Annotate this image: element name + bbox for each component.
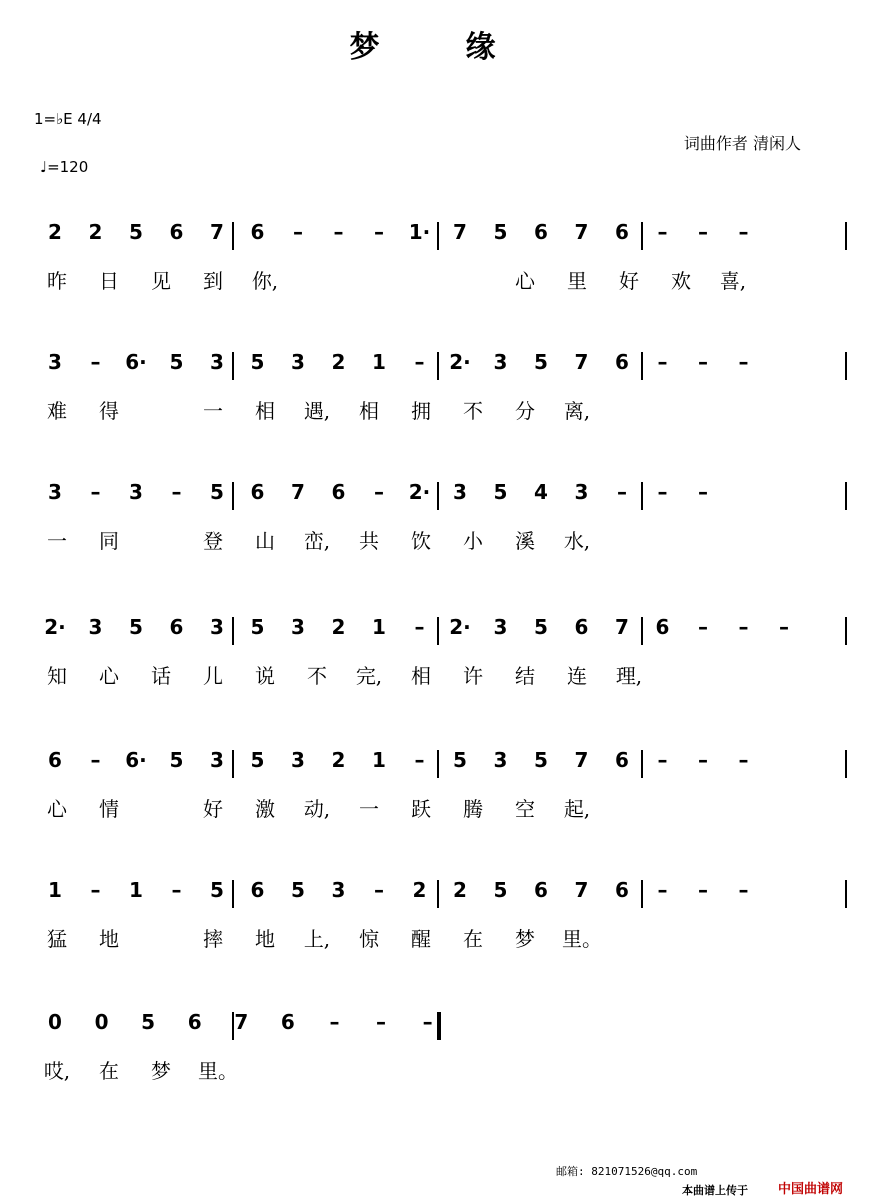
note: 3 xyxy=(291,748,305,772)
note: 5 xyxy=(453,748,467,772)
note: 5 xyxy=(250,748,265,772)
lyric-char: 遇, xyxy=(303,399,331,423)
barline xyxy=(232,1012,234,1040)
note: 2· xyxy=(449,350,471,374)
note: 2· xyxy=(44,615,66,639)
note: 7 xyxy=(615,615,629,639)
lyric-char: 说 xyxy=(255,664,275,688)
barline xyxy=(232,482,234,510)
note: 3 xyxy=(291,615,305,639)
lyric-char: 猛 xyxy=(47,927,67,951)
note: 3 xyxy=(331,878,346,902)
note: 1 xyxy=(372,350,386,374)
score-line xyxy=(0,868,873,988)
barline xyxy=(845,617,847,645)
lyric-char: 情 xyxy=(99,797,119,821)
lyric-char: 分 xyxy=(515,399,535,423)
note: 7 xyxy=(574,220,589,244)
lyric-char: 心 xyxy=(47,797,67,821)
note: 3 xyxy=(210,350,224,374)
lyric-char: 空 xyxy=(515,797,535,821)
note: 2 xyxy=(331,615,346,639)
note: 3 xyxy=(88,615,103,639)
score-line xyxy=(0,605,873,725)
lyric-char: 结 xyxy=(515,664,535,688)
note: 6 xyxy=(615,350,629,374)
lyric-char: 起, xyxy=(563,797,591,821)
lyric-char: 峦, xyxy=(303,529,331,553)
note: 3 xyxy=(493,615,508,639)
note: – xyxy=(293,220,303,244)
note: 5 xyxy=(129,615,143,639)
barline xyxy=(232,617,234,645)
note: 7 xyxy=(574,350,589,374)
note: – xyxy=(657,350,668,374)
lyric-char: 儿 xyxy=(203,664,223,688)
note: – xyxy=(738,878,749,902)
note: 0 xyxy=(94,1010,109,1034)
lyric-char: 许 xyxy=(463,664,483,688)
lyric-char: 山 xyxy=(255,529,275,553)
lyric-char: 动, xyxy=(303,797,331,821)
note: – xyxy=(698,480,708,504)
note: 5 xyxy=(493,878,508,902)
lyric-char: 不 xyxy=(307,664,327,688)
note: 6· xyxy=(125,748,147,772)
note: 7 xyxy=(574,878,589,902)
note: – xyxy=(698,878,708,902)
barline xyxy=(641,617,643,645)
note: – xyxy=(374,878,384,902)
barline xyxy=(845,482,847,510)
lyric-char: 一 xyxy=(47,529,67,553)
note: – xyxy=(374,220,384,244)
barline xyxy=(845,222,847,250)
note: 6· xyxy=(125,350,147,374)
barline xyxy=(437,880,439,908)
note: 6 xyxy=(280,1010,295,1034)
lyric-char: 喜, xyxy=(719,269,747,293)
note: 1 xyxy=(48,878,62,902)
note: 7 xyxy=(291,480,305,504)
note: 0 xyxy=(48,1010,62,1034)
note: 2 xyxy=(412,878,427,902)
note: – xyxy=(617,480,627,504)
note: – xyxy=(90,748,101,772)
lyric-char: 同 xyxy=(99,529,119,553)
note: – xyxy=(376,1010,387,1034)
lyric-char: 腾 xyxy=(463,797,483,821)
note: 5 xyxy=(169,350,184,374)
note: – xyxy=(422,1010,433,1034)
note: 1 xyxy=(129,878,143,902)
lyric-char: 话 xyxy=(151,664,171,688)
lyric-char: 完, xyxy=(355,664,383,688)
barline xyxy=(845,352,847,380)
lyric-char: 地 xyxy=(255,927,275,951)
note: 5 xyxy=(493,480,508,504)
note: 7 xyxy=(210,220,224,244)
note: 6 xyxy=(169,220,184,244)
note: 2· xyxy=(449,615,471,639)
lyric-char: 小 xyxy=(463,529,483,553)
lyric-char: 欢 xyxy=(671,269,691,293)
note: 6 xyxy=(250,480,265,504)
score-line xyxy=(0,340,873,460)
barline xyxy=(437,750,439,778)
note: 6 xyxy=(655,615,670,639)
note: 3 xyxy=(493,350,508,374)
lyric-char: 难 xyxy=(47,399,67,423)
lyric-char: 不 xyxy=(463,399,483,423)
note: 5 xyxy=(250,350,265,374)
tempo-marking: ♩=120 xyxy=(40,158,89,176)
note: 6 xyxy=(169,615,184,639)
note: 3 xyxy=(210,615,224,639)
note: – xyxy=(698,350,708,374)
note: 6 xyxy=(615,220,629,244)
page-title: 梦 缘 xyxy=(349,30,524,65)
note: 1 xyxy=(372,615,386,639)
score-line xyxy=(0,470,873,590)
lyric-char: 得 xyxy=(99,399,119,423)
lyric-char: 激 xyxy=(255,797,275,821)
note: – xyxy=(738,748,749,772)
lyric-char: 到 xyxy=(203,269,223,293)
note: 2 xyxy=(331,748,346,772)
note: 3 xyxy=(48,480,62,504)
author-credit: 词曲作者 清闲人 xyxy=(683,134,801,153)
note: 3 xyxy=(210,748,224,772)
lyric-char: 相 xyxy=(255,399,275,423)
lyric-char: 梦 xyxy=(515,927,535,951)
barline xyxy=(437,482,439,510)
lyric-char: 地 xyxy=(99,927,119,951)
note: 1· xyxy=(408,220,431,244)
lyric-char: 里。 xyxy=(562,927,602,951)
note: 5 xyxy=(169,748,184,772)
note: 2 xyxy=(453,878,467,902)
lyric-char: 水, xyxy=(563,529,591,553)
note: – xyxy=(698,615,708,639)
lyric-char: 溪 xyxy=(515,529,535,553)
lyric-char: 摔 xyxy=(203,927,223,951)
note: – xyxy=(374,480,384,504)
lyric-char: 连 xyxy=(567,664,587,688)
lyric-char: 昨 xyxy=(47,269,67,293)
barline xyxy=(641,880,643,908)
note: – xyxy=(657,480,668,504)
note: – xyxy=(738,350,749,374)
note: 2· xyxy=(408,480,431,504)
lyric-char: 知 xyxy=(47,664,67,688)
note: – xyxy=(779,615,789,639)
barline xyxy=(437,222,439,250)
lyric-char: 心 xyxy=(99,664,119,688)
barline xyxy=(232,352,234,380)
note: 6 xyxy=(615,748,629,772)
note: – xyxy=(738,615,749,639)
lyric-char: 登 xyxy=(203,529,223,553)
note: 2 xyxy=(48,220,62,244)
lyric-char: 日 xyxy=(99,269,119,293)
note: 3 xyxy=(453,480,467,504)
lyric-char: 共 xyxy=(359,529,379,553)
note: 5 xyxy=(210,480,224,504)
lyric-char: 一 xyxy=(203,399,223,423)
note: 2 xyxy=(331,350,346,374)
lyric-char: 梦 xyxy=(151,1059,171,1083)
note: 5 xyxy=(534,615,548,639)
note: – xyxy=(657,220,668,244)
lyric-char: 拥 xyxy=(411,399,431,423)
note: 7 xyxy=(574,748,589,772)
barline xyxy=(845,880,847,908)
note: – xyxy=(414,350,425,374)
note: 7 xyxy=(453,220,467,244)
lyric-char: 惊 xyxy=(359,927,379,951)
note: – xyxy=(90,350,101,374)
lyric-char: 上, xyxy=(303,927,331,951)
lyric-char: 里。 xyxy=(198,1059,238,1083)
note: 5 xyxy=(129,220,143,244)
note: 7 xyxy=(234,1010,249,1034)
barline xyxy=(845,750,847,778)
lyric-char: 饮 xyxy=(411,529,431,553)
lyric-char: 相 xyxy=(359,399,379,423)
note: – xyxy=(738,220,749,244)
lyric-char: 在 xyxy=(99,1059,119,1083)
site-logo: 中国曲谱网 xyxy=(778,1182,844,1197)
note: 6 xyxy=(48,748,62,772)
note: – xyxy=(171,480,182,504)
lyric-char: 在 xyxy=(463,927,483,951)
barline xyxy=(641,482,643,510)
lyric-char: 好 xyxy=(619,269,639,293)
barline xyxy=(232,750,234,778)
footer-email: 邮箱: 821071526@qq.com xyxy=(556,1165,698,1178)
lyric-char: 离, xyxy=(563,399,591,423)
note: 6 xyxy=(615,878,629,902)
lyric-char: 好 xyxy=(203,797,223,821)
score-line xyxy=(0,210,873,330)
lyric-char: 里 xyxy=(567,269,587,293)
note: – xyxy=(698,748,708,772)
note: 6 xyxy=(534,878,548,902)
note: 3 xyxy=(493,748,508,772)
note: 4 xyxy=(534,480,548,504)
note: 5 xyxy=(210,878,224,902)
note: – xyxy=(171,878,182,902)
barline xyxy=(232,222,234,250)
barline xyxy=(232,880,234,908)
note: – xyxy=(657,878,668,902)
note: 5 xyxy=(493,220,508,244)
note: 5 xyxy=(141,1010,156,1034)
note: – xyxy=(90,480,101,504)
note: 3 xyxy=(48,350,62,374)
barline xyxy=(641,222,643,250)
note: 5 xyxy=(291,878,305,902)
note: – xyxy=(333,220,344,244)
note: – xyxy=(414,748,425,772)
lyric-char: 跃 xyxy=(411,797,431,821)
barline xyxy=(437,1012,441,1040)
note: 5 xyxy=(250,615,265,639)
barline xyxy=(641,750,643,778)
note: 5 xyxy=(534,350,548,374)
note: 3 xyxy=(291,350,305,374)
note: 1 xyxy=(372,748,386,772)
lyric-char: 相 xyxy=(411,664,431,688)
lyric-char: 理, xyxy=(615,664,643,688)
lyric-char: 你, xyxy=(251,269,279,293)
score-line xyxy=(0,1000,873,1120)
score-line xyxy=(0,738,873,858)
lyric-char: 一 xyxy=(359,797,379,821)
note: 3 xyxy=(129,480,143,504)
key-signature: 1=♭E 4/4 xyxy=(34,110,102,128)
barline xyxy=(641,352,643,380)
lyric-char: 哎, xyxy=(43,1059,71,1083)
footer-upload: 本曲谱上传于 xyxy=(682,1184,748,1197)
barline xyxy=(437,352,439,380)
note: – xyxy=(657,748,668,772)
note: 6 xyxy=(187,1010,202,1034)
lyric-char: 心 xyxy=(515,269,535,293)
note: – xyxy=(414,615,425,639)
note: 6 xyxy=(250,220,265,244)
note: 6 xyxy=(534,220,548,244)
lyric-char: 见 xyxy=(151,269,171,293)
note: 2 xyxy=(88,220,103,244)
barline xyxy=(437,617,439,645)
note: 5 xyxy=(534,748,548,772)
lyric-char: 醒 xyxy=(411,927,431,951)
note: 3 xyxy=(574,480,589,504)
note: – xyxy=(329,1010,340,1034)
note: 6 xyxy=(250,878,265,902)
note: – xyxy=(90,878,101,902)
note: 6 xyxy=(331,480,346,504)
note: – xyxy=(698,220,708,244)
note: 6 xyxy=(574,615,589,639)
